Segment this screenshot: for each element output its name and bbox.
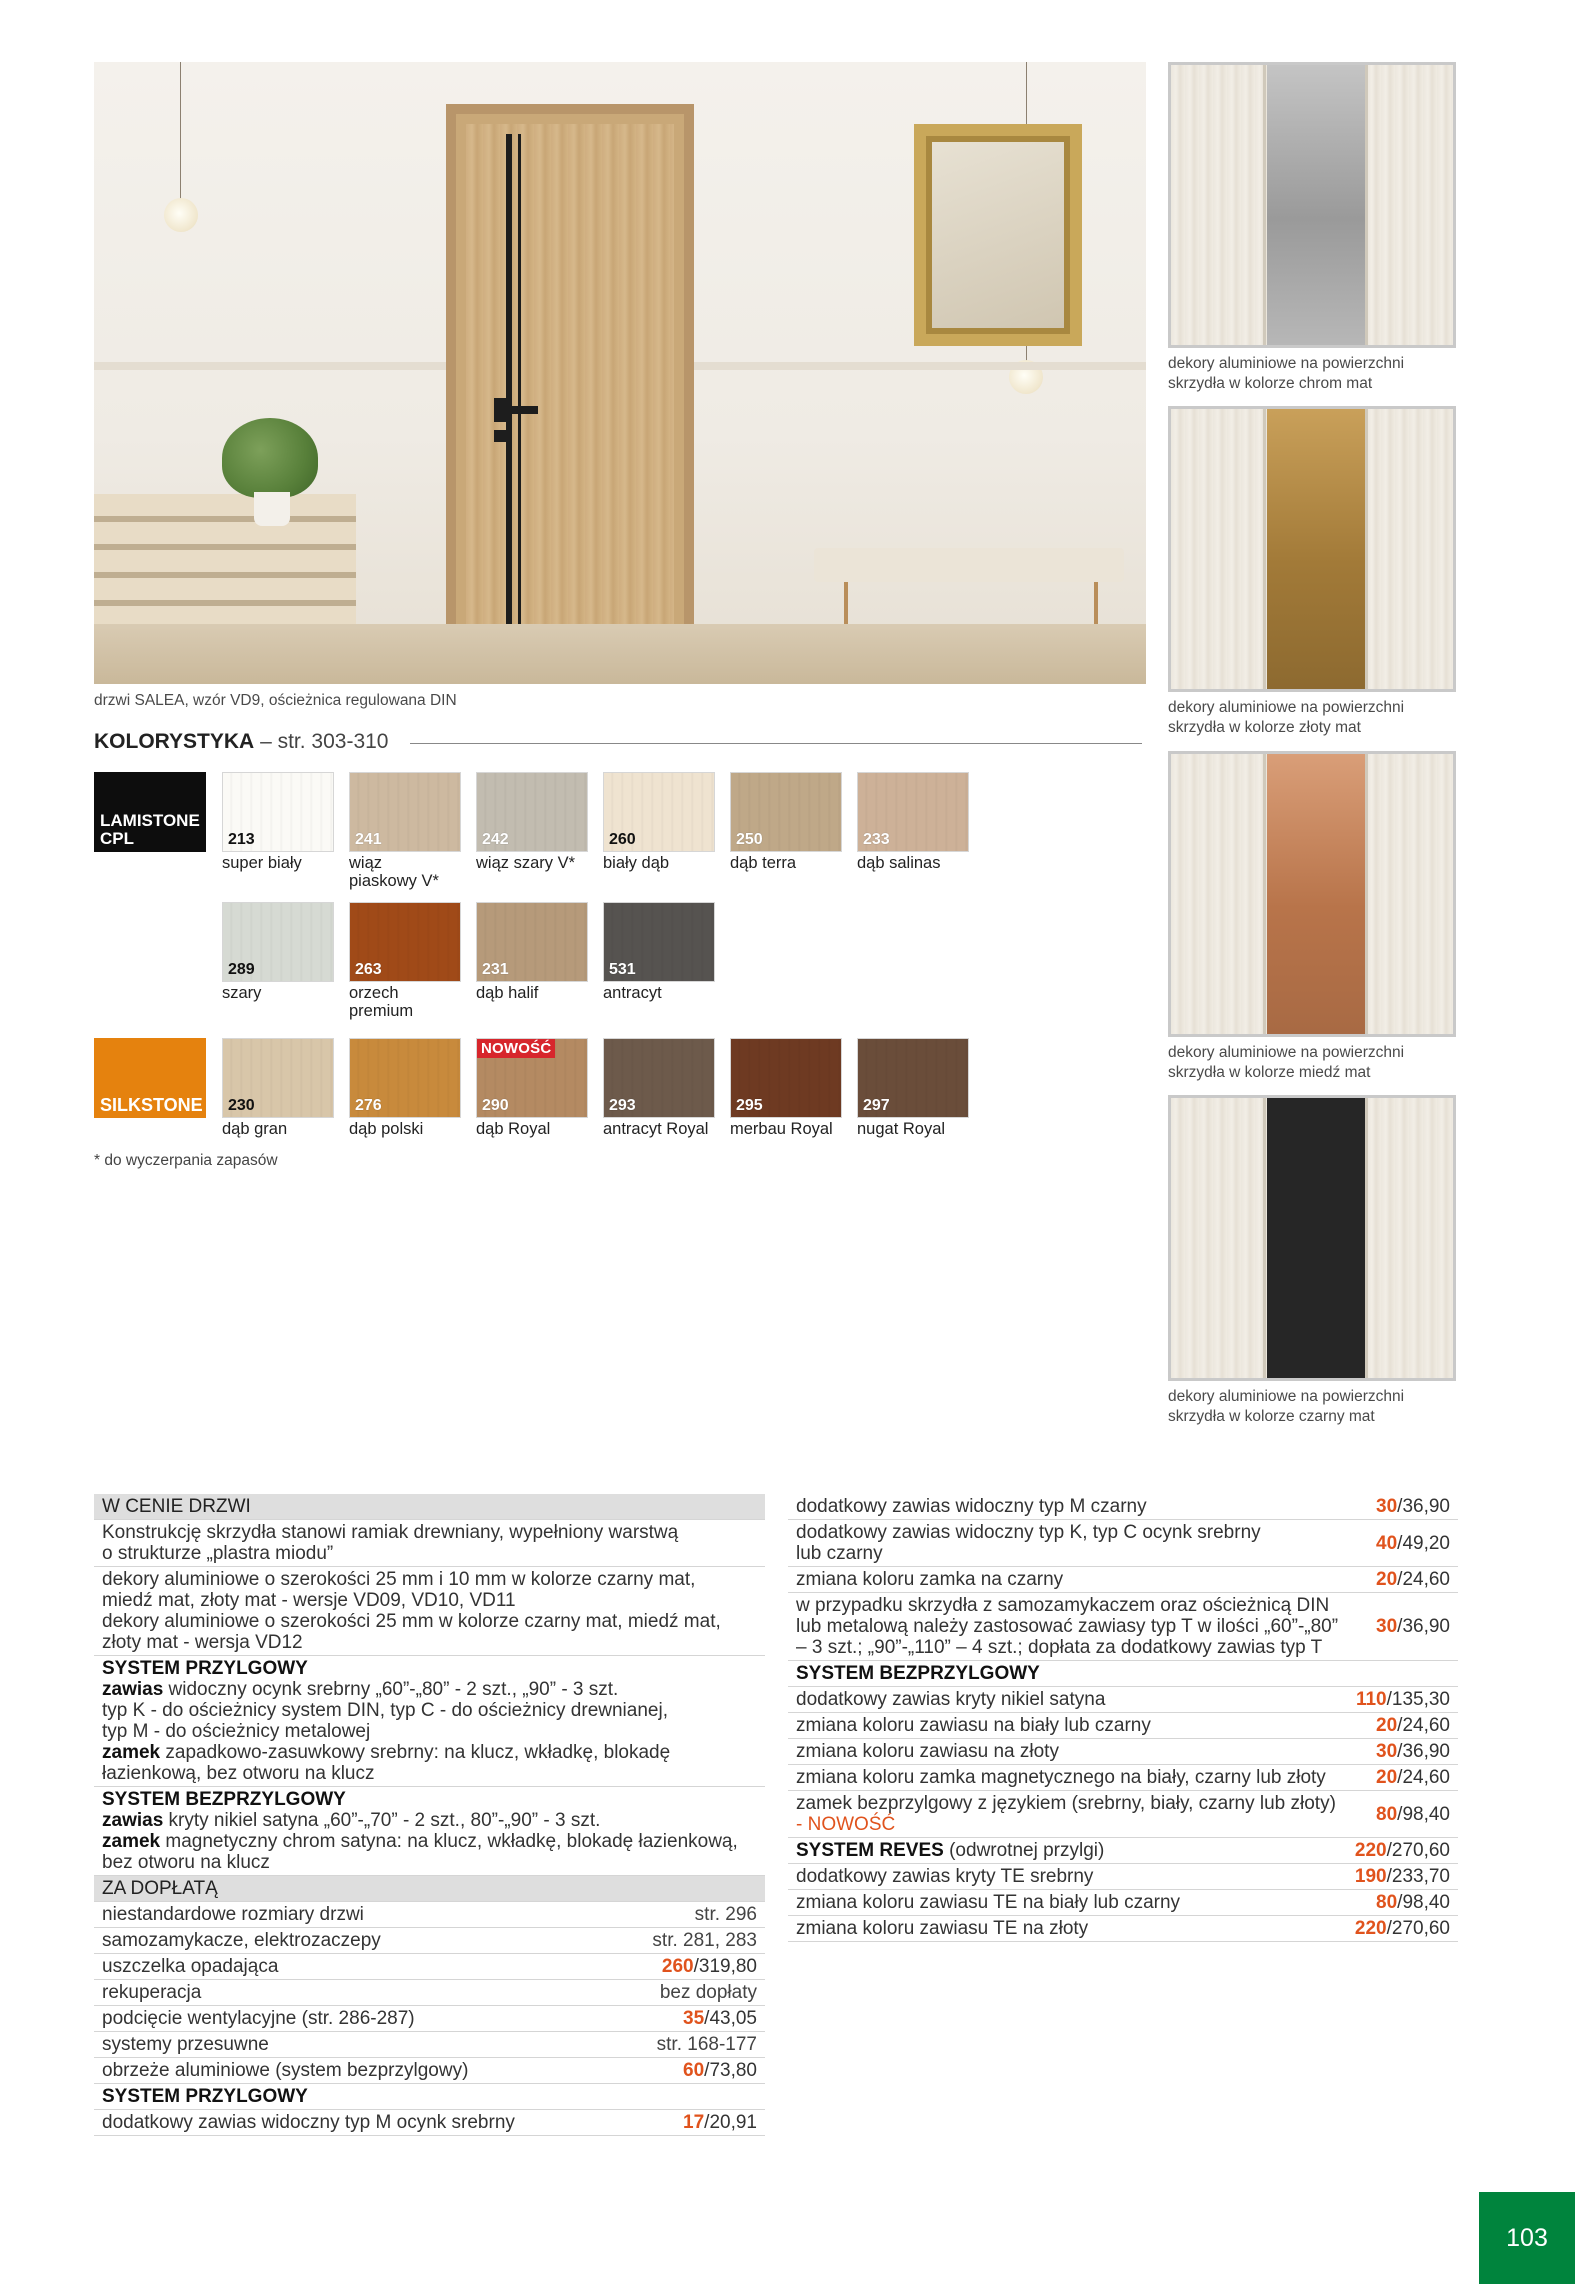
swatch-code: 230: [228, 1097, 255, 1114]
term-bold: zamek: [102, 1742, 161, 1763]
decor-caption: [1168, 1043, 1404, 1083]
row-value: bez dopłaty: [659, 1982, 757, 2003]
gold-mirror: [914, 124, 1082, 346]
color-swatch: [349, 1038, 461, 1118]
row-label: zmiana koloru zawiasu na biały lub czarny: [796, 1715, 1151, 1736]
text-line: dekory aluminiowe o szerokości 25 mm i 10 mm w kolorze czarny mat,: [102, 1569, 696, 1590]
price-gross: /20,91: [704, 2112, 757, 2133]
price-gross: /270,60: [1386, 1840, 1450, 1861]
price-row: [788, 1494, 1458, 1520]
text-line: złoty mat - wersja VD12: [102, 1632, 303, 1653]
groove: [1263, 65, 1266, 345]
system-title: SYSTEM REVES: [796, 1840, 944, 1861]
row-label: dodatkowy zawias kryty nikiel satyna: [796, 1689, 1106, 1710]
price-gross: /24,60: [1397, 1569, 1450, 1590]
price-row: [788, 1593, 1458, 1661]
row-label: uszczelka opadająca: [102, 1956, 279, 1977]
row-price: [1366, 1496, 1450, 1517]
decor-swatch-copper: [1168, 751, 1456, 1037]
bench: [814, 548, 1124, 582]
row-label: obrzeże aluminiowe (system bezprzylgowy): [102, 2060, 469, 2081]
decor-insert: [1267, 754, 1365, 1034]
price-gross: /98,40: [1397, 1892, 1450, 1913]
swatch-code: 231: [482, 961, 509, 978]
text-line: o strukturze „plastra miodu”: [102, 1543, 334, 1564]
row-value: str. 296: [694, 1904, 757, 1925]
swatch-label: [476, 1120, 596, 1138]
row-price: [1366, 1892, 1450, 1913]
price-net: 80: [1376, 1892, 1398, 1913]
swatch-label-line: piaskowy V*: [349, 872, 439, 890]
row-price: [1345, 1866, 1450, 1887]
price-row: [94, 1980, 765, 2006]
swatch-label-line: super biały: [222, 854, 302, 872]
color-swatch: [603, 772, 715, 852]
decor-insert: [1267, 409, 1365, 689]
lamistone-cpl-logo: [94, 772, 206, 852]
page-number: 103: [1479, 2192, 1575, 2284]
price-gross: /270,60: [1386, 1918, 1450, 1939]
logo-line: SILKSTONE: [100, 1095, 203, 1115]
decor-swatch-chrome: [1168, 62, 1456, 348]
silkstone-logo: [94, 1038, 206, 1118]
door-handle-icon: [502, 406, 538, 414]
row-price: [1366, 1533, 1450, 1554]
text-line: – 3 szt.; „90”-„110” – 4 szt.; dopłata za dodatkowy zawias typ T: [796, 1637, 1323, 1658]
term-bold: zawias: [102, 1810, 164, 1831]
footnote: * do wyczerpania zapasów: [94, 1152, 278, 1169]
row-price: [652, 1956, 757, 1977]
price-gross: /233,70: [1386, 1866, 1450, 1887]
term-desc: widoczny ocynk srebrny „60”-„80” - 2 szt., „90” - 3 szt.: [163, 1679, 619, 1700]
groove: [1365, 1098, 1368, 1378]
text-line: dodatkowy zawias widoczny typ K, typ C ocynk srebrny: [796, 1522, 1261, 1543]
price-gross: /24,60: [1397, 1767, 1450, 1788]
swatch-label: [476, 854, 596, 872]
price-gross: /49,20: [1397, 1532, 1450, 1554]
decor-swatch-black: [1168, 1095, 1456, 1381]
price-net: 80: [1376, 1803, 1398, 1825]
color-swatch: [857, 1038, 969, 1118]
price-row: [788, 1520, 1458, 1567]
color-swatch: [857, 772, 969, 852]
swatch-label-line: dąb Royal: [476, 1120, 551, 1138]
price-net: 30: [1376, 1496, 1398, 1517]
row-label: rekuperacja: [102, 1982, 202, 2003]
swatch-label: [349, 984, 469, 1020]
new-badge: NOWOŚĆ: [477, 1039, 555, 1058]
row-price: [1366, 1715, 1450, 1736]
text-line: [102, 1742, 757, 1763]
price-net: 17: [683, 2112, 705, 2133]
decor-insert: [1267, 1098, 1365, 1378]
row-label: zmiana koloru zamka magnetycznego na biały, czarny lub złoty: [796, 1767, 1326, 1788]
color-swatch: [222, 1038, 334, 1118]
price-row: [94, 1902, 765, 1928]
text-line: lub czarny: [796, 1543, 883, 1564]
door-illustration: [446, 104, 694, 664]
plant-icon: [222, 418, 318, 498]
right-price-table: [788, 1494, 1458, 1942]
caption-line: dekory aluminiowe na powierzchni: [1168, 355, 1405, 372]
row-label: zmiana koloru zamka na czarny: [796, 1569, 1064, 1590]
swatch-code: 297: [863, 1097, 890, 1114]
decor-caption: [1168, 1387, 1404, 1427]
price-row: [788, 1687, 1458, 1713]
system-title: SYSTEM PRZYLGOWY: [94, 2084, 765, 2110]
text-line: Konstrukcję skrzydła stanowi ramiak drewniany, wypełniony warstwą: [102, 1522, 679, 1543]
text-line: zamek bezprzylgowy z językiem (srebrny, biały, czarny lub złoty): [796, 1793, 1336, 1814]
swatch-label-line: dąb gran: [222, 1120, 288, 1138]
swatch-code: 241: [355, 831, 382, 848]
swatch-label-line: wiąz szary V*: [476, 854, 576, 872]
row-label: [796, 1595, 1338, 1658]
price-net: 20: [1376, 1715, 1398, 1736]
row-price: [673, 2060, 757, 2081]
price-row: [94, 1954, 765, 1980]
price-gross: /319,80: [693, 1956, 757, 1977]
color-swatch: [222, 902, 334, 982]
price-gross: /73,80: [704, 2060, 757, 2081]
price-gross: /36,90: [1397, 1616, 1450, 1637]
row-price: [1346, 1689, 1450, 1710]
price-net: 110: [1355, 1689, 1387, 1710]
logo-line: CPL: [100, 829, 134, 848]
hero-caption: drzwi SALEA, wzór VD9, ościeżnica regulowana DIN: [94, 692, 457, 709]
system-przylgowy-block: [94, 1656, 765, 1787]
row-label: systemy przesuwne: [102, 2034, 269, 2055]
price-gross: /36,90: [1397, 1741, 1450, 1762]
row-label: zmiana koloru zawiasu TE na złoty: [796, 1918, 1089, 1939]
price-row: [94, 1928, 765, 1954]
swatch-label-line: szary: [222, 984, 262, 1002]
row-value: str. 281, 283: [652, 1930, 757, 1951]
color-swatch: [476, 902, 588, 982]
decor-swatch-gold: [1168, 406, 1456, 692]
logo-line: LAMISTONE: [100, 811, 200, 830]
swatch-code: 260: [609, 831, 636, 848]
term-desc: magnetyczny chrom satyna: na klucz, wkładkę, blokadę łazienkową,: [160, 1831, 738, 1852]
price-row: [94, 2058, 765, 2084]
swatch-code: 531: [609, 961, 636, 978]
row-price: [673, 2008, 757, 2029]
price-row: [788, 1765, 1458, 1791]
price-row: [788, 1864, 1458, 1890]
groove: [1263, 409, 1266, 689]
price-row: [94, 2006, 765, 2032]
price-row: [788, 1567, 1458, 1593]
lock-icon: [494, 430, 506, 442]
price-net: 220: [1354, 1840, 1387, 1861]
price-net: 30: [1376, 1616, 1398, 1637]
price-row: [788, 1713, 1458, 1739]
swatch-code: 213: [228, 831, 255, 848]
decor-caption: [1168, 354, 1404, 394]
color-swatch: [476, 772, 588, 852]
swatch-label-line: dąb halif: [476, 984, 539, 1002]
row-value: str. 168-177: [656, 2034, 757, 2055]
row-label: podcięcie wentylacyjne (str. 286-287): [102, 2008, 415, 2029]
term-desc: zapadkowo-zasuwkowy srebrny: na klucz, wkładkę, blokadę: [160, 1742, 671, 1763]
system-title: SYSTEM PRZYLGOWY: [102, 1658, 308, 1679]
caption-line: dekory aluminiowe na powierzchni: [1168, 699, 1405, 716]
hero-photo: [94, 62, 1146, 684]
caption-line: skrzydła w kolorze złoty mat: [1168, 719, 1361, 736]
text-line: typ K - do ościeżnicy system DIN, typ C - do ościeżnicy drewnianej,: [102, 1700, 668, 1721]
swatch-label-line: nugat Royal: [857, 1120, 946, 1138]
system-title: SYSTEM BEZPRZYLGOWY: [788, 1661, 1458, 1687]
caption-line: dekory aluminiowe na powierzchni: [1168, 1044, 1405, 1061]
groove: [1365, 65, 1368, 345]
text-line: miedź mat, złoty mat - wersje VD09, VD10, VD11: [102, 1590, 516, 1611]
text-line: [102, 1679, 757, 1700]
color-swatch: [603, 1038, 715, 1118]
row-price: [1366, 1804, 1450, 1825]
price-row: [788, 1739, 1458, 1765]
color-swatch: [349, 772, 461, 852]
system-subtitle: (odwrotnej przylgi): [943, 1840, 1105, 1861]
caption-line: skrzydła w kolorze czarny mat: [1168, 1408, 1375, 1425]
caption-line: skrzydła w kolorze miedź mat: [1168, 1064, 1371, 1081]
price-net: 30: [1376, 1741, 1398, 1762]
price-row: [94, 2032, 765, 2058]
price-gross: /24,60: [1397, 1715, 1450, 1736]
row-price: [1366, 1767, 1450, 1788]
swatch-code: 233: [863, 831, 890, 848]
kolorystyka-heading: [94, 730, 389, 754]
swatch-label-line: dąb terra: [730, 854, 797, 872]
swatch-label-line: biały dąb: [603, 854, 670, 872]
swatch-code: 276: [355, 1097, 382, 1114]
swatch-label: [857, 854, 977, 872]
caption-line: skrzydła w kolorze chrom mat: [1168, 375, 1373, 392]
swatch-code: 242: [482, 831, 509, 848]
price-row: [788, 1890, 1458, 1916]
swatch-label: [222, 984, 342, 1002]
black-decor-strip: [506, 134, 512, 664]
swatch-label-line: dąb salinas: [857, 854, 941, 872]
swatch-code: 263: [355, 961, 382, 978]
surcharge-rows: [94, 1902, 765, 2084]
floor: [94, 624, 1146, 684]
description-row: [94, 1520, 765, 1567]
color-swatch: [349, 902, 461, 982]
color-swatch: [730, 772, 842, 852]
swatch-label: [349, 854, 469, 890]
row-label: niestandardowe rozmiary drzwi: [102, 1904, 364, 1925]
swatch-label: [476, 984, 596, 1002]
system-bezprzylgowy-block: [94, 1787, 765, 1876]
row-label: [796, 1840, 1104, 1861]
groove: [1263, 754, 1266, 1034]
text-line: lub metalową należy zastosować zawiasy typ T w ilości „60”-„80”: [796, 1616, 1339, 1637]
row-price: [1345, 1840, 1450, 1861]
row-price: [1366, 1741, 1450, 1762]
decor-caption: [1168, 698, 1404, 738]
swatch-label: [603, 854, 723, 872]
price-net: 220: [1354, 1918, 1387, 1939]
section-header: ZA DOPŁATĄ: [94, 1876, 765, 1902]
description-row: [94, 1567, 765, 1656]
text-line: typ M - do ościeżnicy metalowej: [102, 1721, 371, 1742]
new-label: - NOWOŚĆ: [796, 1814, 896, 1835]
row-price: [1345, 1918, 1450, 1939]
color-swatch: [730, 1038, 842, 1118]
groove: [1263, 1098, 1266, 1378]
row-label: samozamykacze, elektrozaczepy: [102, 1930, 381, 1951]
swatch-code: 290: [482, 1097, 509, 1114]
divider: [410, 743, 1142, 744]
left-price-table: [94, 1494, 765, 2136]
price-row: [788, 1838, 1458, 1864]
swatch-label: [603, 1120, 723, 1138]
row-price: [1366, 1569, 1450, 1590]
black-decor-strip: [518, 134, 521, 664]
heading-page-ref: – str. 303-310: [254, 730, 389, 753]
swatch-label: [857, 1120, 977, 1138]
text-line: [102, 1810, 757, 1831]
swatch-code: 295: [736, 1097, 763, 1114]
text-line: bez otworu na klucz: [102, 1852, 270, 1873]
price-net: 60: [683, 2060, 705, 2081]
swatch-label-line: merbau Royal: [730, 1120, 833, 1138]
row-label: [796, 1522, 1261, 1564]
swatch-label: [222, 1120, 342, 1138]
swatch-label-line: dąb polski: [349, 1120, 424, 1138]
term-bold: zamek: [102, 1831, 161, 1852]
groove: [1365, 409, 1368, 689]
caption-line: dekory aluminiowe na powierzchni: [1168, 1388, 1405, 1405]
text-line: łazienkową, bez otworu na klucz: [102, 1763, 375, 1784]
price-net: 20: [1376, 1767, 1398, 1788]
price-net: 190: [1354, 1866, 1387, 1887]
price-row: [94, 2110, 765, 2136]
price-gross: /98,40: [1397, 1803, 1450, 1825]
row-price: [673, 2112, 757, 2133]
price-gross: /36,90: [1397, 1496, 1450, 1517]
price-net: 35: [683, 2008, 705, 2029]
row-label: [796, 1793, 1336, 1835]
pallet-shelf: [94, 494, 356, 644]
swatch-code: 289: [228, 961, 255, 978]
text-line: [102, 1831, 757, 1852]
swatch-label-line: premium: [349, 1002, 414, 1020]
swatch-label: [222, 854, 342, 872]
heading-title: KOLORYSTYKA: [94, 730, 255, 753]
text-line: w przypadku skrzydła z samozamykaczem oraz ościeżnicą DIN: [796, 1595, 1330, 1616]
row-label: dodatkowy zawias kryty TE srebrny: [796, 1866, 1094, 1887]
row-label: dodatkowy zawias widoczny typ M czarny: [796, 1496, 1147, 1517]
price-row: [788, 1791, 1458, 1838]
term-desc: kryty nikiel satyna „60”-„70” - 2 szt., 80”-„90” - 3 szt.: [163, 1810, 601, 1831]
row-price: [1366, 1616, 1450, 1637]
color-swatch: [603, 902, 715, 982]
lamp-cord: [180, 62, 181, 200]
swatch-label-line: wiąz: [349, 854, 383, 872]
swatch-label: [603, 984, 723, 1002]
price-net: 40: [1376, 1532, 1398, 1554]
flower-pot: [254, 492, 290, 526]
groove: [1365, 754, 1368, 1034]
color-swatch: [222, 772, 334, 852]
section-header: W CENIE DRZWI: [94, 1494, 765, 1520]
color-swatch: [476, 1038, 588, 1118]
swatch-label-line: antracyt Royal: [603, 1120, 709, 1138]
swatch-label-line: orzech: [349, 984, 399, 1002]
door-leaf: [466, 124, 674, 664]
price-gross: /135,30: [1386, 1689, 1450, 1710]
swatch-label-line: antracyt: [603, 984, 662, 1002]
swatch-label: [730, 854, 850, 872]
row-label: zmiana koloru zawiasu na złoty: [796, 1741, 1059, 1762]
row-label: zmiana koloru zawiasu TE na biały lub czarny: [796, 1892, 1181, 1913]
row-label: dodatkowy zawias widoczny typ M ocynk srebrny: [102, 2112, 515, 2133]
price-gross: /43,05: [704, 2008, 757, 2029]
swatch-label: [730, 1120, 850, 1138]
price-net: 260: [661, 1956, 694, 1977]
swatch-code: 250: [736, 831, 763, 848]
text-line: dekory aluminiowe o szerokości 25 mm w kolorze czarny mat, miedź mat,: [102, 1611, 721, 1632]
swatch-code: 293: [609, 1097, 636, 1114]
price-row: [788, 1916, 1458, 1942]
decor-insert: [1267, 65, 1365, 345]
term-bold: zawias: [102, 1679, 164, 1700]
swatch-label: [349, 1120, 469, 1138]
system-title: SYSTEM BEZPRZYLGOWY: [102, 1789, 346, 1810]
pendant-lamp-icon: [164, 198, 198, 232]
price-net: 20: [1376, 1569, 1398, 1590]
